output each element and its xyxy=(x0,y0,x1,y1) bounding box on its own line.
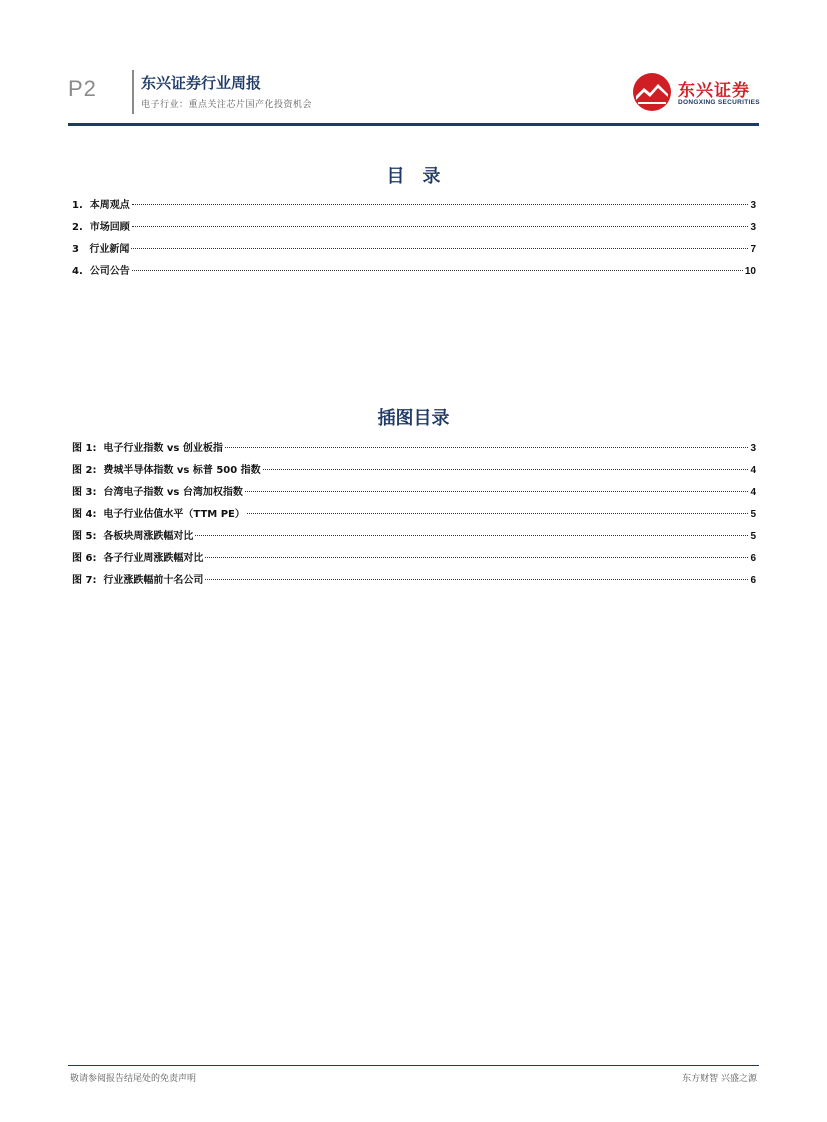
toc-item-label: 2. 市场回顾 xyxy=(72,222,130,233)
leader-dots xyxy=(247,513,749,514)
figure-item-label: 图 7: 行业涨跌幅前十名公司 xyxy=(72,575,204,586)
toc-item[interactable] xyxy=(72,240,756,262)
footer-rule xyxy=(68,1065,759,1066)
figure-item[interactable] xyxy=(72,461,756,483)
figure-item[interactable] xyxy=(72,439,756,461)
figure-item-page: 4 xyxy=(750,487,756,498)
footer-disclaimer: 敬请参阅报告结尾处的免责声明 xyxy=(70,1074,197,1084)
figure-item[interactable] xyxy=(72,527,756,549)
logo-english-text: DONGXING SECURITIES xyxy=(678,99,760,106)
leader-dots xyxy=(132,226,749,227)
toc-item-label: 1. 本周观点 xyxy=(72,200,130,211)
figure-item-page: 6 xyxy=(750,553,756,564)
figure-item[interactable] xyxy=(72,549,756,571)
figure-item-page: 3 xyxy=(750,443,756,454)
report-title: 东兴证券行业周报 xyxy=(141,74,262,92)
leader-dots xyxy=(205,557,748,558)
toc-item-page: 3 xyxy=(750,222,756,233)
logo-text: 东兴证券 xyxy=(678,81,750,101)
figure-item-label: 图 3: 台湾电子指数 vs 台湾加权指数 xyxy=(72,487,243,498)
figures-title: 插图目录 xyxy=(377,408,450,429)
figure-item-label: 图 5: 各板块周涨跌幅对比 xyxy=(72,531,194,542)
leader-dots xyxy=(245,491,749,492)
leader-dots xyxy=(132,270,743,271)
figure-item-page: 6 xyxy=(750,575,756,586)
leader-dots xyxy=(195,535,748,536)
toc-list xyxy=(72,196,756,284)
toc-item[interactable] xyxy=(72,218,756,240)
figure-item-page: 5 xyxy=(750,509,756,520)
figure-item[interactable] xyxy=(72,505,756,527)
header-rule xyxy=(68,123,759,126)
figure-item[interactable] xyxy=(72,571,756,593)
toc-item[interactable] xyxy=(72,196,756,218)
toc-item-page: 7 xyxy=(750,244,756,255)
toc-item-label: 4. 公司公告 xyxy=(72,266,130,277)
report-subtitle: 电子行业：重点关注芯片国产化投资机会 xyxy=(141,100,313,110)
leader-dots xyxy=(225,447,749,448)
header-divider xyxy=(132,70,134,114)
figure-item-label: 图 1: 电子行业指数 vs 创业板指 xyxy=(72,443,223,454)
toc-item-page: 10 xyxy=(744,266,756,277)
page-number: P2 xyxy=(68,76,97,101)
toc-item-page: 3 xyxy=(750,200,756,211)
figure-item[interactable] xyxy=(72,483,756,505)
figure-item-label: 图 4: 电子行业估值水平（TTM PE） xyxy=(72,509,245,520)
leader-dots xyxy=(132,204,749,205)
leader-dots xyxy=(205,579,748,580)
figure-item-page: 4 xyxy=(750,465,756,476)
figure-item-label: 图 6: 各子行业周涨跌幅对比 xyxy=(72,553,204,564)
footer-slogan: 东方财智 兴盛之源 xyxy=(682,1074,757,1084)
figure-item-label: 图 2: 费城半导体指数 vs 标普 500 指数 xyxy=(72,465,261,476)
figure-item-page: 5 xyxy=(750,531,756,542)
figures-list xyxy=(72,439,756,593)
toc-title: 目 录 xyxy=(386,166,441,187)
leader-dots xyxy=(131,248,748,249)
toc-item-label: 3 行业新闻 xyxy=(72,244,130,255)
leader-dots xyxy=(263,469,749,470)
toc-item[interactable] xyxy=(72,262,756,284)
